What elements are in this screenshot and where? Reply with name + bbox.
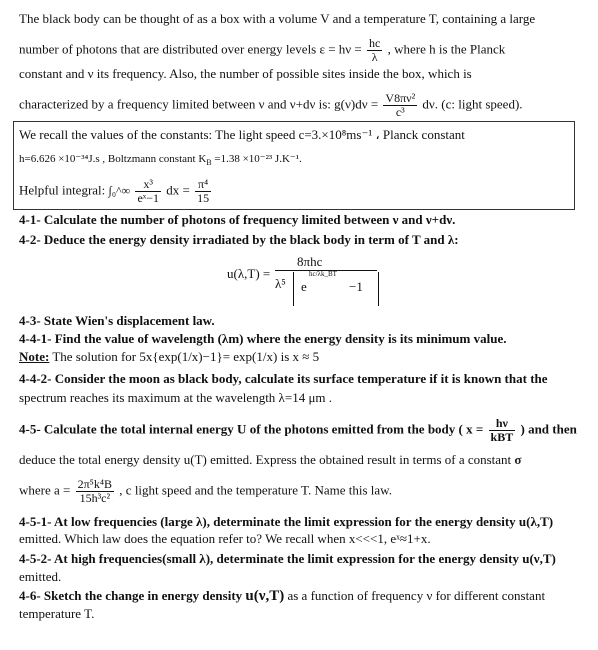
question-4-3: 4-3- State Wien's displacement law. [19,313,215,328]
intro-line-1: The black body can be thought of as a box with a volume V and a temperature T, containing a large [19,11,536,26]
constants-line-2-text: h=6.626 ×10⁻³⁴J.s , Boltzmann constant K [19,153,207,165]
q46-u: u(ν,T) [245,588,285,604]
q45-text: 4-5- Calculate the total internal energy U of the photons emitted from the body ( [19,421,463,437]
q46-text: 4-6- Sketch the change in energy density [19,588,243,603]
question-4-4-1: 4-4-1- Find the value of wavelength (λm) where the energy density is its minimum value. [19,331,507,346]
stefan-num: 2π⁵k⁴B [77,477,113,491]
intro-line-4 [19,92,523,119]
intro-line-2 [19,37,505,64]
note-value: x ≈ 5 [292,349,320,364]
question-4-2: 4-2- Deduce the energy density irradiated by the black body in term of T and λ: [19,232,459,247]
q45-line-2-text: deduce the total energy density u(T) emitted. Express the obtained result in terms of a constant [19,452,512,467]
formula-lhs: u(λ,T) = [227,266,271,281]
constants-line-2-tail: =1.38 ×10⁻²³ J.K⁻¹. [211,153,302,165]
question-4-5-2-line-2: emitted. [19,569,62,584]
intro-line-2-tail: , where h is the Planck [387,41,506,57]
integral-result-num: π⁴ [195,178,211,192]
intro-line-3: constant and ν its frequency. Also, the number of possible sites inside the box, which is [19,66,472,81]
note-text: The solution for [49,349,140,364]
integral-label: Helpful integral: [19,182,106,198]
question-4-5-line-1 [19,417,577,444]
question-4-6-line-2: temperature T. [19,606,95,621]
density-fraction [383,92,417,119]
density-fraction-den: c³ [395,105,405,119]
density-fraction-num: V8πν² [385,91,416,105]
formula-den-lambda: λ⁵ [275,276,286,291]
energy-fraction-den: λ [371,50,378,64]
note-equation: 5x{exp(1/x)−1}= exp(1/x) [139,349,278,364]
energy-fraction [367,37,382,64]
stefan-constant-fraction [76,478,114,505]
q46-tail: as a function of frequency ν for different constant [287,588,546,603]
integral-fraction [135,178,161,205]
note-line [19,349,319,365]
constants-line-3 [19,178,213,205]
formula-exponent: hc/λk_BT [309,270,337,278]
q45-tail: ) and then [520,421,577,437]
question-4-6-line-1 [19,588,545,604]
energy-equation: ε = hν = [319,41,362,57]
constants-line-1: We recall the values of the constants: The light speed c=3.×10⁸ms⁻¹ ، Planck constant [19,127,465,142]
sigma-symbol: σ [514,452,522,467]
note-label: Note: [19,349,50,364]
q45-where: where a = [19,482,71,498]
q45-line-3-tail: , c light speed and the temperature T. Name this law. [119,482,392,498]
question-4-4-2-line-1: 4-4-2- Consider the moon as black body, calculate its surface temperature if it is known that the [19,371,548,386]
question-4-5-2-line-1: 4-5-2- At high frequencies(small λ), determinate the limit expression for the energy density u(ν,T) [19,551,556,566]
intro-line-4-text: characterized by a frequency limited between ν and ν+dν is: g(ν)dν = [19,96,379,112]
question-4-5-1-line-1: 4-5-1- At low frequencies (large λ), determinate the limit expression for the energy density u(λ,T) [19,514,554,529]
energy-fraction-num: hc [369,36,381,50]
integral-dx: dx = [166,182,190,198]
q45-den: kBT [490,430,514,444]
question-4-5-line-3 [19,478,392,505]
integral-sign: ∫₀^∞ [108,183,131,198]
q45-num: hν [489,417,516,431]
question-4-5-1-line-2: emitted. Which law does the equation refer to? We recall when x<<<1, eˣ≈1+x. [19,531,431,546]
note-is: is [280,349,293,364]
question-4-5-line-2 [19,452,522,468]
q45-x: x = [466,421,484,437]
formula-den-e: e [301,279,307,294]
question-4-1: 4-1- Calculate the number of photons of frequency limited between ν and ν+dν. [19,212,456,227]
boltzmann-subscript: B [206,158,212,168]
stefan-den: 15h³c² [79,491,111,505]
planck-formula [227,254,387,306]
question-4-4-2-line-2: spectrum reaches its maximum at the wavelength λ=14 μm . [19,390,333,405]
intro-line-2-text: number of photons that are distributed over energy levels [19,41,317,57]
integral-den: eˣ−1 [137,191,159,205]
formula-den-minus-one: −1 [349,279,363,294]
constants-line-2 [19,151,302,171]
formula-num: 8πhc [297,254,323,269]
integral-result-den: 15 [197,191,210,205]
intro-line-4-tail: dν. (c: light speed). [422,96,523,112]
integral-num: x³ [135,178,161,192]
integral-result [195,178,211,205]
q45-fraction [489,417,516,444]
